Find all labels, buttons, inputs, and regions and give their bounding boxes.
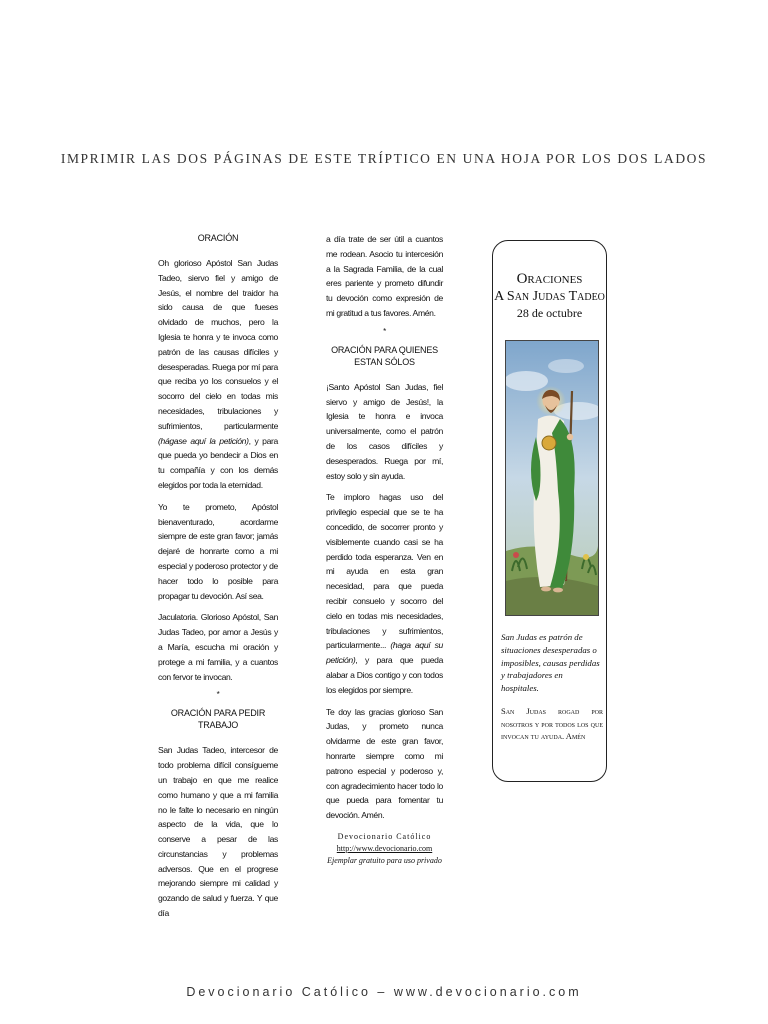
print-instructions: IMPRIMIR LAS DOS PÁGINAS DE ESTE TRÍPTICO EN UNA HOJA POR LOS DOS LADOS (60, 151, 708, 166)
credit-url[interactable]: http://www.devocionario.com (336, 843, 433, 853)
trabajo-paragraph: San Judas Tadeo, intercesor de todo problema difícil consígueme un trabajo en que me realice como humano y que a mi familia no le falte lo necesario en ningún aspecto de la vida, que lo conserve a pesar de las circunstancias y problemas adversos. Que en el progrese mejorando siempre mi calidad y gozando de salud y fuerza. Y que día (158, 745, 278, 919)
solos-paragraph-3: Te doy las gracias glorioso San Judas, y prometo nunca olvidarme de este gran favor, honrarte siempre como mi patrono especial y poderoso y, con agradecimiento hacer todo lo que pueda para fomentar tu devoción. Amén. (326, 706, 443, 821)
column-middle (326, 232, 443, 867)
column-left (158, 232, 278, 928)
cover-title (493, 271, 606, 322)
credit-block (326, 831, 443, 867)
cover-title-line3: 28 de octubre (516, 306, 583, 320)
credit-name: Devocionario Católico (337, 831, 432, 841)
footer-credit: Devocionario Católico – www.devocionario.com (186, 985, 582, 999)
cover-plea: San Judas rogad por nosotros y por todos los que invocan tu ayuda. Amén (501, 706, 603, 741)
oracion-paragraph-2: Yo te prometo, Apóstol bienaventurado, acordarme siempre de este gran favor; jamás dejaré de honrarte como a mi especial y poderoso protector y de hacer todo lo posible para propagar tu devoción. Así sea. (158, 501, 278, 601)
trabajo-paragraph-continued: a día trate de ser útil a cuantos me rodean. Asocio tu intercesión a la Sagrada Familia, de la cual eres pariente y prometo difundir tu devoción como expresión de mi gratitud a tus favores. Amén. (326, 234, 443, 318)
section-divider: * (216, 690, 220, 700)
section-divider: * (383, 326, 386, 336)
solos-title: ORACIÓN PARA QUIENES ESTAN SÓLOS (331, 344, 438, 367)
cover-title-line1: Oraciones (516, 271, 583, 287)
cover-title-line2: A San Judas Tadeo (494, 289, 605, 304)
cover-description: San Judas es patrón de situaciones desesperadas o imposibles, causas perdidas y trabajadores en hospitales. (501, 632, 600, 694)
cover-card (492, 240, 607, 782)
jaculatoria-paragraph: Jaculatoria. Glorioso Apóstol, San Judas Tadeo, por amor a Jesús y a María, escucha mi oración y protege a mi familia, y a cuantos con fervor te invocan. (158, 612, 278, 682)
saint-image (505, 340, 599, 616)
saint-illustration (506, 341, 598, 615)
trabajo-title: ORACIÓN PARA PEDIR TRABAJO (170, 708, 266, 731)
solos-paragraph-2: Te imploro hagas uso del privilegio especial que se te ha concedido, de socorrer pronto y visiblemente cuando casi se ha perdido toda esperanza. Ven en mi ayuda en esta gran necesidad, para que pueda recibir consuelo y socorro del cielo en todas mis necesidades, tribulaciones y sufrimientos, particularmente... (haga aquí su petición), y para que pueda alabar a Dios contigo y con todos los elegidos por siempre. (326, 492, 443, 695)
credit-note: Ejemplar gratuito para uso privado (327, 855, 442, 865)
solos-paragraph-1: ¡Santo Apóstol San Judas, fiel siervo y amigo de Jesús!, la Iglesia te honra e invoca universalmente, como el patrón de los casos difíciles y desesperados. Ruega por mí, estoy solo y sin ayuda. (326, 381, 443, 481)
oracion-paragraph-1: Oh glorioso Apóstol San Judas Tadeo, siervo fiel y amigo de Jesús, el nombre del traidor ha sido causa de que fueses olvidado de muchos, pero la Iglesia te honra y te invoca como patrón de las causas difíciles y desesperadas. Ruega por mí para que reciba yo los consuelos y el socorro del cielo en todas mis necesidades, tribulaciones y sufrimientos, particularmente (hágase aquí la petición), y para que pueda yo bendecir a Dios en tu compañía y con los demás elegidos por toda la eternidad. (158, 258, 278, 490)
oracion-title: ORACIÓN (197, 233, 239, 243)
